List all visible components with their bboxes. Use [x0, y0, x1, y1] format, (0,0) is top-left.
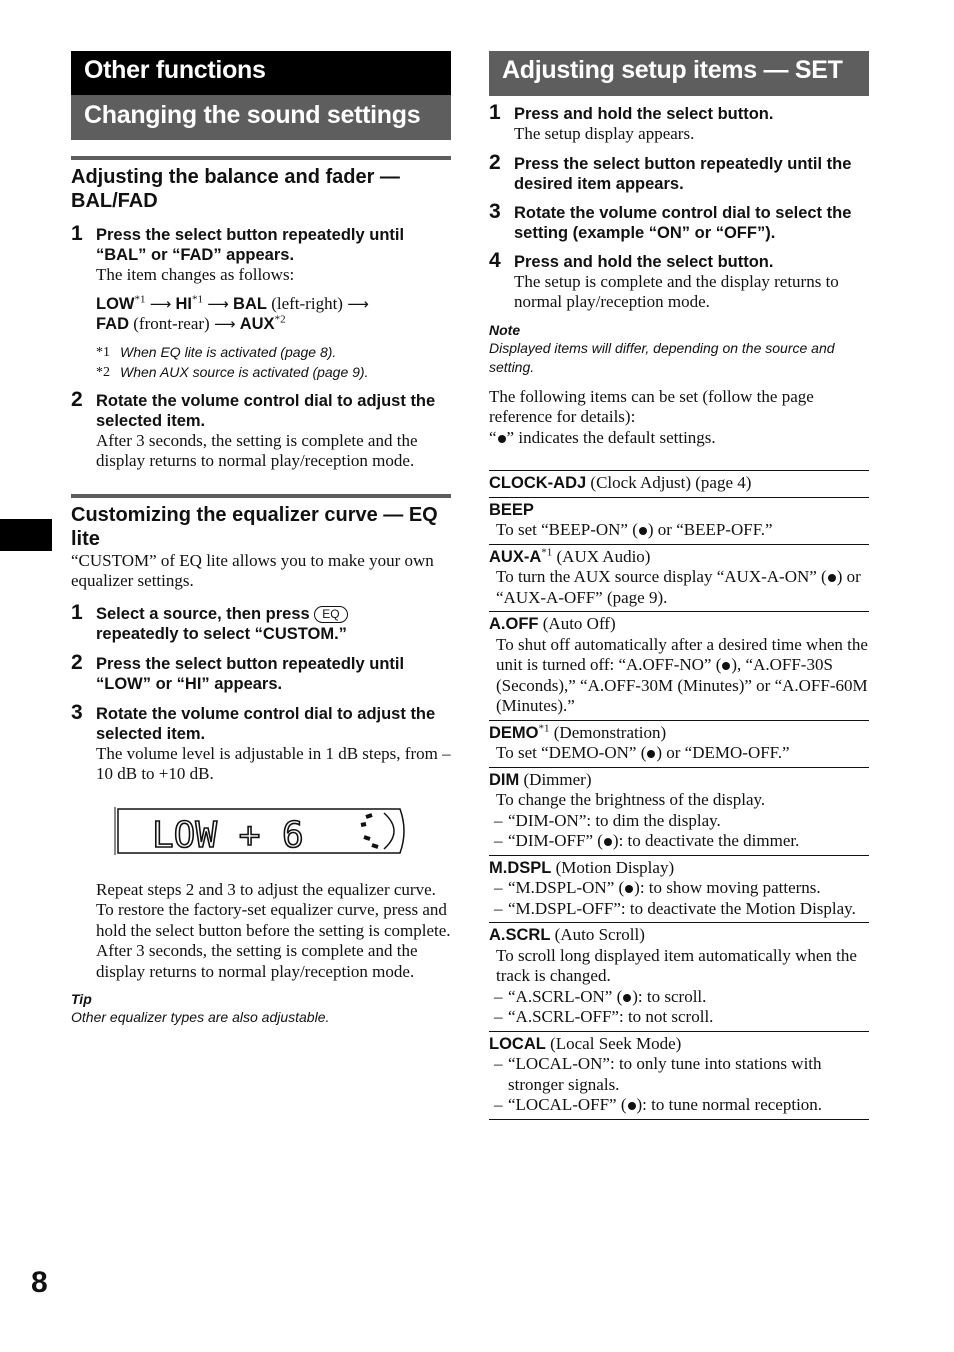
left-column	[71, 51, 451, 1027]
footnote	[96, 343, 451, 363]
set-banner: Adjusting setup items — SET	[489, 51, 869, 96]
item-text: To set “BEEP-ON” (	[496, 520, 638, 539]
dash-mark: –	[494, 1095, 503, 1114]
note-text: Displayed items will differ, depending on the source and setting.	[489, 339, 835, 375]
item-key: CLOCK-ADJ	[489, 474, 587, 492]
item-text: “LOCAL-ON”: to only tune into stations with stronger signals.	[508, 1054, 822, 1094]
item-key: DEMO	[489, 723, 539, 742]
note	[489, 321, 869, 377]
item-key: BEEP	[489, 500, 534, 519]
arrow-icon: ⟶	[213, 315, 236, 333]
item-text: “LOCAL-OFF” (	[508, 1095, 627, 1114]
section-banner: Changing the sound settings	[71, 95, 451, 140]
eq-after-text	[71, 880, 451, 983]
item-option	[489, 1007, 869, 1028]
step-title-part: Select a source, then press	[96, 604, 310, 623]
item-text: “A.SCRL-ON” (	[508, 986, 623, 1006]
item-key: A.SCRL	[489, 926, 551, 944]
item-desc: (Auto Scroll)	[554, 925, 645, 944]
item-text: “DIM-OFF” (	[508, 831, 603, 850]
default-dot-icon	[498, 435, 506, 443]
item-text: ): to scroll.	[632, 986, 707, 1006]
default-dot-icon	[623, 994, 631, 1002]
item-option	[489, 811, 869, 832]
seq-fad: FAD	[96, 315, 129, 333]
step-body: The setup is complete and the display returns to normal play/reception mode.	[514, 271, 839, 311]
step-number: 4	[489, 248, 501, 272]
step-title: Press and hold the select button.	[514, 105, 774, 123]
item-key: A.OFF	[489, 615, 539, 633]
step-number: 1	[71, 222, 83, 245]
tip-label: Tip	[71, 991, 92, 1007]
default-legend	[489, 428, 869, 449]
seq-bal-note: (left-right)	[271, 293, 343, 313]
item-text: To shut off automatically after a desired time when the unit is turned off: “A.OFF-NO” (	[496, 634, 868, 674]
step-number: 1	[71, 600, 83, 624]
eq-step-1	[71, 600, 451, 644]
item-text: “M.DSPL-OFF”: to deactivate the Motion Display.	[508, 898, 856, 918]
set-step-2	[489, 150, 869, 194]
set-intro-text: The following items can be set (follow the page reference for details):	[489, 386, 814, 426]
dash-mark: –	[494, 878, 503, 897]
step-title: Press the select button repeatedly until “LOW” or “HI” appears.	[96, 654, 405, 693]
step-body: The item changes as follows:	[96, 265, 295, 284]
step-title: Rotate the volume control dial to adjust the selected item.	[96, 391, 436, 430]
lcd-text: LOW + 6	[152, 814, 304, 856]
set-step-4	[489, 248, 869, 313]
item-option	[489, 1095, 869, 1116]
page-number: 8	[31, 1266, 48, 1299]
step-title-part: repeatedly to select “CUSTOM.”	[96, 624, 347, 643]
eq-step-2	[71, 650, 451, 694]
item-desc: (Auto Off)	[542, 614, 616, 633]
table-row	[489, 720, 869, 767]
step-number: 3	[489, 199, 501, 223]
arrow-icon: ⟶	[207, 294, 229, 313]
footnote	[96, 363, 451, 383]
step-number: 1	[489, 101, 501, 124]
dash-mark: –	[494, 1054, 503, 1073]
item-text: ) or “BEEP-OFF.”	[647, 520, 773, 539]
arrow-icon: ⟶	[347, 294, 369, 313]
balance-step-2	[71, 387, 451, 472]
tip-text: Other equalizer types are also adjustable.	[71, 1009, 330, 1025]
item-text: ): to tune normal reception.	[636, 1095, 823, 1114]
item-option	[489, 1054, 869, 1095]
balance-title: Adjusting the balance and fader — BAL/FAD	[71, 166, 400, 212]
seq-fad-note: (front-rear)	[133, 314, 210, 333]
table-row	[489, 1031, 869, 1120]
step-title	[96, 604, 451, 644]
eq-step-3	[71, 700, 451, 785]
eq-after-line: Repeat steps 2 and 3 to adjust the equalizer curve.	[96, 879, 436, 899]
step-number: 2	[71, 387, 83, 411]
seq-bal: BAL	[233, 294, 267, 313]
step-title: Press the select button repeatedly until the desired item appears.	[514, 154, 852, 193]
item-text: To scroll long displayed item automatically when the track is changed.	[496, 945, 857, 985]
seq-hi-sup: *1	[192, 292, 204, 305]
balance-sequence	[96, 294, 451, 335]
item-desc: (Demonstration)	[553, 722, 667, 742]
item-text: ) or “AUX-A-OFF” (page 9).	[496, 567, 861, 607]
item-key: M.DSPL	[489, 858, 552, 877]
eq-title: Customizing the equalizer curve — EQ lite	[71, 503, 438, 550]
item-text: To turn the AUX source display “AUX-A-ON” (	[496, 567, 827, 586]
table-row	[489, 922, 869, 1031]
default-dot-icon	[639, 527, 647, 535]
lcd-display-illustration	[114, 805, 451, 862]
step-body: The volume level is adjustable in 1 dB steps, from –10 dB to +10 dB.	[96, 743, 451, 783]
default-dot-icon	[722, 662, 730, 670]
lcd-display	[114, 805, 409, 857]
seq-aux-sup: *2	[274, 313, 286, 326]
item-option	[489, 899, 869, 920]
volume-dial-icon	[361, 813, 394, 849]
table-row	[489, 470, 869, 497]
step-number: 2	[489, 150, 501, 174]
eq-after-line: To restore the factory-set equalizer curve, press and hold the select button before the setting is complete.	[96, 900, 451, 940]
dash-mark: –	[494, 810, 503, 830]
right-column	[489, 51, 869, 1120]
item-sup: *1	[538, 721, 550, 734]
default-dot-icon	[647, 750, 655, 758]
item-text: ): to show moving patterns.	[634, 878, 821, 897]
step-body: After 3 seconds, the setting is complete and the display returns to normal play/reception mode.	[96, 430, 418, 470]
arrow-icon: ⟶	[149, 294, 172, 313]
section-tab-marker	[0, 519, 52, 551]
item-key: AUX-A	[489, 547, 542, 566]
seq-hi: HI	[175, 294, 193, 313]
item-desc: (Local Seek Mode)	[550, 1033, 682, 1053]
item-key: DIM	[489, 770, 520, 789]
legend-part: “	[489, 427, 497, 447]
item-key: LOCAL	[489, 1034, 546, 1053]
item-text: “A.SCRL-OFF”: to not scroll.	[508, 1007, 714, 1026]
setup-items-table	[489, 470, 869, 1120]
tip	[71, 990, 451, 1027]
eq-button-icon: EQ	[314, 606, 347, 623]
step-number: 2	[71, 650, 83, 674]
default-dot-icon	[625, 885, 633, 893]
step-title: Rotate the volume control dial to select the setting (example “ON” or “OFF”).	[514, 203, 852, 242]
item-desc: (AUX Audio)	[556, 546, 651, 566]
item-desc: (Dimmer)	[523, 769, 592, 789]
chapter-banner: Other functions	[71, 51, 451, 95]
footnote-mark: *2	[96, 364, 110, 380]
eq-after-line: After 3 seconds, the setting is complete and the display returns to normal play/reception mode.	[96, 941, 418, 981]
note-label: Note	[489, 321, 521, 338]
default-dot-icon	[604, 838, 612, 846]
step-number: 3	[71, 700, 83, 724]
item-text: ), “A.OFF-30S (Seconds),” “A.OFF-30M (Minutes)” or “A.OFF-60M (Minutes).”	[496, 655, 868, 715]
footnote-mark: *1	[96, 344, 110, 360]
set-step-3	[489, 199, 869, 243]
balance-step-1	[71, 222, 451, 383]
step-title: Press the select button repeatedly until “BAL” or “FAD” appears.	[96, 226, 405, 264]
footnote-text: When AUX source is activated (page 9).	[120, 363, 369, 380]
set-step-1	[489, 101, 869, 145]
table-row	[489, 767, 869, 855]
table-row	[489, 497, 869, 544]
step-title: Rotate the volume control dial to adjust the selected item.	[96, 704, 436, 743]
item-desc: (Clock Adjust) (page 4)	[590, 473, 752, 492]
item-text: To set “DEMO-ON” (	[496, 743, 647, 762]
seq-aux: AUX	[239, 315, 275, 333]
table-row	[489, 544, 869, 612]
footnotes	[96, 343, 451, 383]
item-desc: (Motion Display)	[555, 857, 675, 877]
item-text: ): to deactivate the dimmer.	[612, 831, 800, 850]
footnote-text: When EQ lite is activated (page 8).	[120, 343, 337, 360]
legend-part: ” indicates the default settings.	[506, 427, 716, 447]
default-dot-icon	[628, 1102, 636, 1110]
eq-intro: “CUSTOM” of EQ lite allows you to make your own equalizer settings.	[71, 550, 434, 590]
item-sup: *1	[541, 545, 553, 558]
set-intro	[489, 387, 869, 449]
item-text: “DIM-ON”: to dim the display.	[508, 810, 721, 830]
item-text: ) or “DEMO-OFF.”	[656, 743, 790, 762]
item-text: To change the brightness of the display.	[496, 790, 766, 809]
item-option	[489, 987, 869, 1008]
item-option	[489, 831, 869, 852]
step-title: Press and hold the select button.	[514, 252, 774, 271]
table-row	[489, 855, 869, 923]
item-text: “M.DSPL-ON” (	[508, 878, 625, 897]
seq-low: LOW	[96, 294, 135, 313]
section-rule	[71, 494, 451, 498]
dash-mark: –	[494, 1007, 503, 1026]
step-body: The setup display appears.	[514, 124, 695, 143]
table-row	[489, 611, 869, 720]
default-dot-icon	[828, 574, 836, 582]
section-rule	[71, 156, 451, 160]
item-option	[489, 878, 869, 899]
dash-mark: –	[494, 898, 503, 918]
dash-mark: –	[494, 986, 503, 1006]
dash-mark: –	[494, 831, 503, 850]
seq-low-sup: *1	[134, 292, 146, 305]
